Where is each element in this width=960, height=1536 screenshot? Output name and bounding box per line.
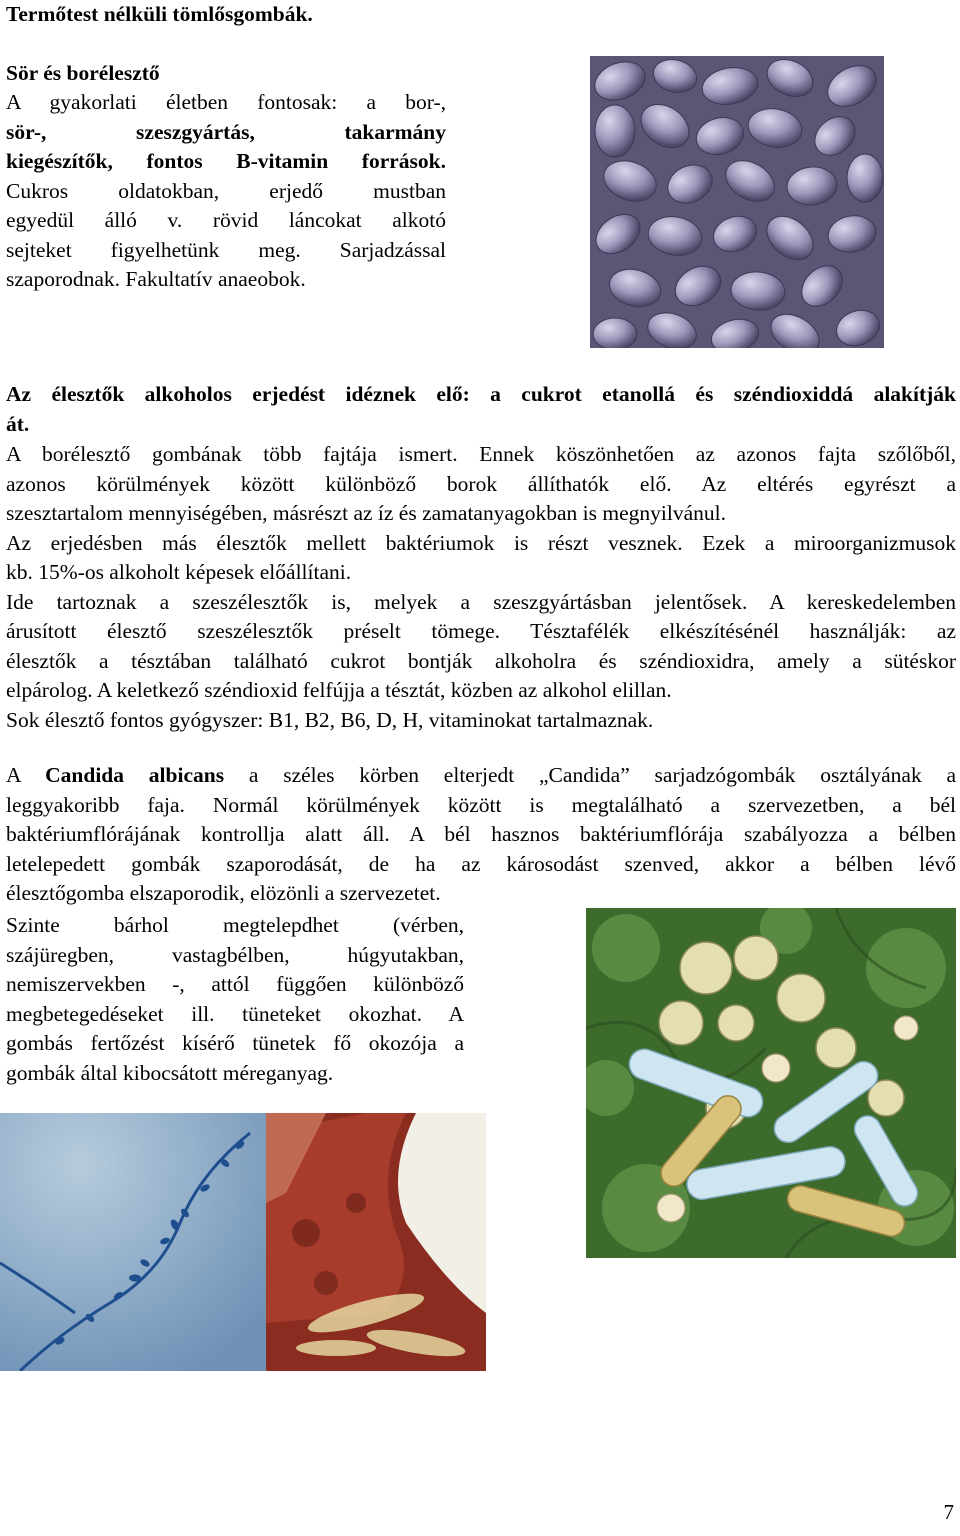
text-fragment: A (6, 763, 21, 787)
text-line: szesztartalom mennyiségében, másrészt az íz és zamatanyagokban is megnyilvánul. (6, 501, 726, 525)
section-title: Sör és borélesztő (6, 61, 160, 85)
text-line: árusított élesztő szeszélesztők préselt tömege. Tésztafélék elkészítésénél használják: az (6, 619, 956, 643)
text-line: egyedül álló v. rövid láncokat alkotó (6, 208, 446, 232)
candida-micrograph-image (586, 908, 956, 1258)
text-line: élesztők a tésztában található cukrot bontják alkoholra és széndioxidra, amely a sütéskor (6, 648, 956, 673)
text-line: kiegészítők, fontos B-vitamin források. (6, 149, 446, 173)
candida-paragraph (6, 761, 956, 909)
text-line: szájüregben, vastagbélben, húgyutakban, (6, 942, 464, 967)
text-line: elpárolog. A keletkező széndioxid felfújja a tésztát, közben az alkohol elillan. (6, 678, 672, 702)
text-line: letelepedett gombák szaporodását, de ha az károsodást szenved, akkor a bélben lévő (6, 851, 956, 876)
text-line: Szinte bárhol megtelepdhet (vérben, (6, 913, 464, 937)
yeast-paragraph (6, 88, 446, 295)
page-heading: Termőtest nélküli tömlősgombák. (6, 2, 313, 26)
text-line: Ide tartoznak a szeszélesztők is, melyek a szeszgyártásban jelentősek. A kereskedelemben (6, 589, 956, 614)
text-line: A gyakorlati életben fontosak: a bor-, (6, 90, 446, 114)
text-line: át. (6, 411, 30, 436)
text-line: Az erjedésben más élesztők mellett baktériumok is részt vesznek. Ezek a miroorganizmusok (6, 530, 956, 555)
text-fragment: a széles körben elterjedt „Candida” sarjadzógombák osztályának a (248, 763, 957, 787)
text-line: élesztőgomba elszaporodik, elözönli a szervezetet. (6, 881, 441, 905)
text-line: Az élesztők alkoholos erjedést idéznek elő: a cukrot etanollá és széndioxiddá alakítják (6, 382, 956, 406)
hyphae-micrograph-image (0, 1113, 266, 1371)
page-number: 7 (943, 1500, 954, 1524)
text-line: nemiszervekben -, attól függően különböző (6, 972, 464, 996)
text-line: leggyakoribb faja. Normál körülmények között is megtalálható a szervezetben, a bél (6, 792, 956, 817)
text-line: gombák által kibocsátott méreganyag. (6, 1060, 334, 1085)
text-line: azonos körülmények között különböző borok állíthatók elő. Az eltérés egyrészt a (6, 471, 956, 496)
text-line: gombás fertőzést kísérő tünetek fő okozója a (6, 1031, 464, 1055)
text-line: megbetegedéseket ill. tüneteket okozhat. A (6, 1001, 464, 1026)
candida-side-paragraph (6, 911, 464, 1088)
fermentation-paragraph (6, 440, 956, 735)
text-line: szaporodnak. Fakultatív anaeobok. (6, 267, 306, 291)
text-line: Cukros oldatokban, erjedő mustban (6, 178, 446, 203)
fermentation-bold-paragraph (6, 380, 956, 439)
yeast-micrograph-image (590, 56, 884, 348)
skin-infection-photo (266, 1113, 486, 1371)
text-line: sejteket figyelhetünk meg. Sarjadzással (6, 237, 446, 262)
text-line: A borélesztő gombának több fajtája ismert. Ennek köszönhetően az azonos fajta szőlőből, (6, 442, 956, 466)
text-line (6, 761, 956, 791)
text-line: baktériumflórájának kontrollja alatt áll. A bél hasznos baktériumflórája szabályozza a bélben (6, 822, 956, 846)
text-line: sör-, szeszgyártás, takarmány (6, 119, 446, 144)
text-line: kb. 15%-os alkoholt képesek előállítani. (6, 560, 352, 584)
text-line: Sok élesztő fontos gyógyszer: B1, B2, B6, D, H, vitaminokat tartalmaznak. (6, 707, 654, 732)
species-name: Candida albicans (45, 763, 225, 787)
